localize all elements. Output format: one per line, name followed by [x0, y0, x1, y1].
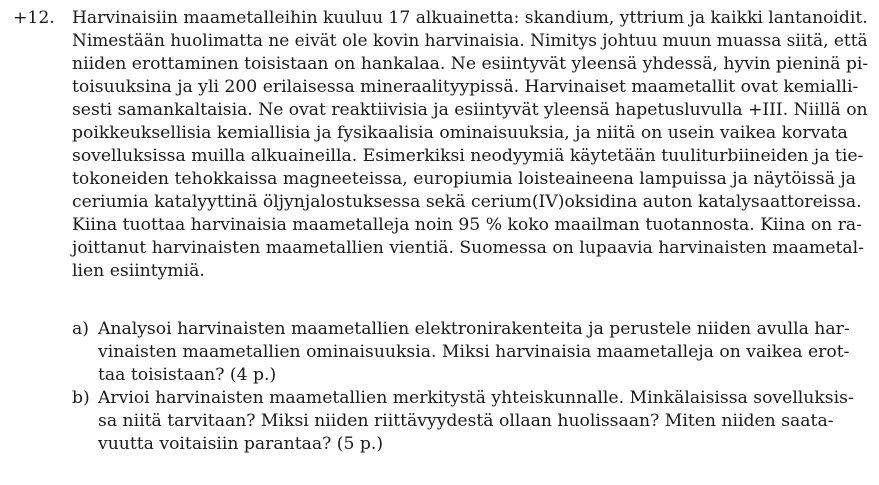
intro-line: Kiina tuottaa harvinaisia maametalleja noin 95 % koko maailman tuotannosta. Kiina on ra- — [72, 215, 862, 235]
question-number: +12. — [13, 8, 55, 28]
subquestion-b-marker: b) — [72, 388, 90, 408]
intro-line: tokoneiden tehokkaissa magneeteissa, europiumia loisteaineena lampuissa ja näytöissä ja — [72, 169, 856, 189]
subquestion-b-line: vuutta voitaisiin parantaa? (5 p.) — [98, 434, 384, 454]
subquestion-a-line: Analysoi harvinaisten maametallien elektronirakenteita ja perustele niiden avulla har- — [98, 319, 850, 339]
intro-line: lien esiintymiä. — [72, 261, 205, 281]
subquestion-b-line: sa niitä tarvitaan? Miksi niiden riittävyydestä ollaan huolissaan? Miten niiden saata- — [98, 411, 834, 431]
intro-line: Nimestään huolimatta ne eivät ole kovin harvinaisia. Nimitys johtuu muun muassa siitä, että — [72, 31, 868, 51]
intro-line: niiden erottaminen toisistaan on hankalaa. Ne esiintyvät yleensä yhdessä, hyvin pieninä pi- — [72, 54, 869, 74]
intro-line: sesti samankaltaisia. Ne ovat reaktiivisia ja esiintyvät yleensä hapetusluvulla +III. Niillä on — [72, 100, 868, 120]
intro-line: sovelluksissa muilla alkuaineilla. Esimerkiksi neodyymiä käytetään tuuliturbiineiden ja tie- — [72, 146, 864, 166]
intro-line: ceriumia katalyyttinä öljynjalostuksessa sekä cerium(IV)oksidina auton katalysaattoreissa. — [72, 192, 862, 212]
subquestion-a-line: taa toisistaan? (4 p.) — [98, 365, 277, 385]
subquestion-a-marker: a) — [72, 319, 89, 339]
intro-line: joittanut harvinaisten maametallien vientiä. Suomessa on lupaavia harvinaisten maametal- — [72, 238, 864, 258]
subquestion-a-line: vinaisten maametallien ominaisuuksia. Miksi harvinaisia maametalleja on vaikea erot- — [98, 342, 850, 362]
intro-line: Harvinaisiin maametalleihin kuuluu 17 alkuainetta: skandium, yttrium ja kaikki lantanoidit. — [72, 8, 868, 28]
intro-line: poikkeuksellisia kemiallisia ja fysikaalisia ominaisuuksia, ja niitä on usein vaikea korvata — [72, 123, 848, 143]
subquestion-b-line: Arvioi harvinaisten maametallien merkitystä yhteiskunnalle. Minkälaisissa sovelluksis- — [98, 388, 854, 408]
intro-line: toisuuksina ja yli 200 erilaisessa mineraalityypissä. Harvinaiset maametallit ovat kemialli- — [72, 77, 859, 97]
